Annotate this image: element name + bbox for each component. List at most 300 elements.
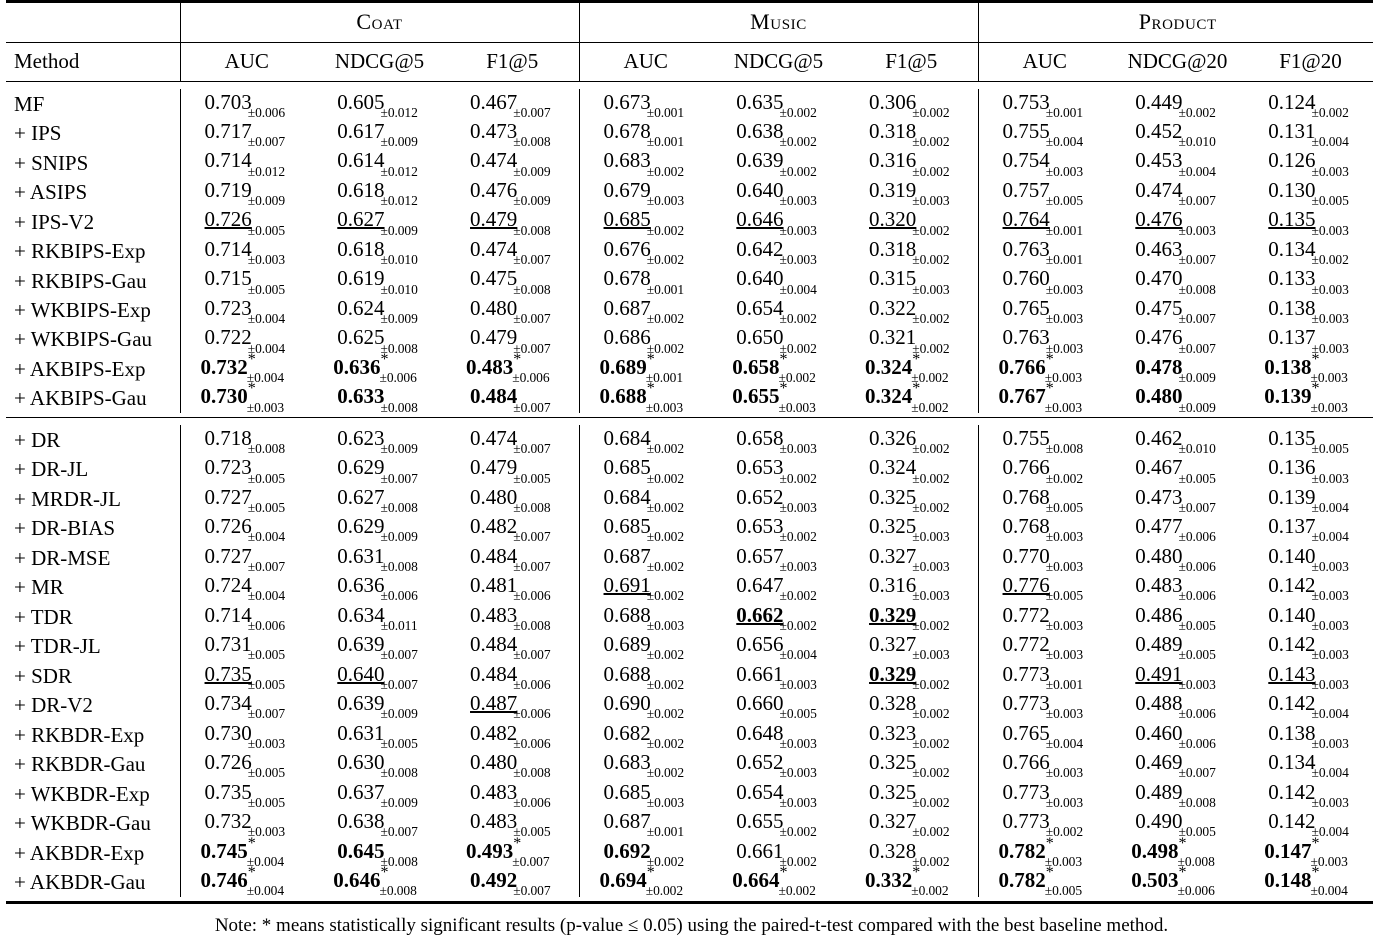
value-number: 0.676 xyxy=(603,236,651,261)
value-stddev: ±0.003 xyxy=(246,399,284,415)
metric-header-coat-f1at5: F1@5 xyxy=(486,49,539,73)
value-number: 0.143 xyxy=(1268,661,1316,686)
value-stddev: ±0.003 xyxy=(646,794,684,810)
significance-star: * xyxy=(1311,380,1320,398)
value-number: 0.306 xyxy=(869,89,917,114)
value-stddev: ±0.002 xyxy=(779,340,817,356)
value-number: 0.131 xyxy=(1268,118,1316,143)
result-cell xyxy=(845,295,978,327)
result-cell xyxy=(313,543,446,572)
value-number: 0.474 xyxy=(470,425,518,450)
value-number: 0.325 xyxy=(869,750,917,775)
value-number: 0.316 xyxy=(869,573,917,598)
result-cell xyxy=(712,148,845,177)
value-number: 0.689 xyxy=(599,354,647,379)
value-number: 0.731 xyxy=(204,632,252,657)
value-stddev: ±0.002 xyxy=(912,311,950,327)
value-stddev: ±0.002 xyxy=(646,647,684,663)
method-name: + SNIPS xyxy=(14,150,89,175)
method-column-header: Method xyxy=(14,49,80,73)
metric-value xyxy=(204,455,289,486)
result-cell xyxy=(978,89,1111,118)
metric-value xyxy=(1268,779,1352,810)
metric-value xyxy=(337,632,421,663)
value-stddev: ±0.002 xyxy=(912,706,950,722)
result-cell xyxy=(446,632,579,661)
value-stddev: ±0.008 xyxy=(513,617,551,633)
value-number: 0.319 xyxy=(869,177,917,202)
value-stddev: ±0.008 xyxy=(380,558,418,574)
value-number: 0.755 xyxy=(1002,118,1050,143)
value-number: 0.662 xyxy=(736,602,784,627)
metric-value xyxy=(736,148,820,179)
metric-value xyxy=(1268,236,1352,268)
value-stddev: ±0.007 xyxy=(380,824,418,840)
value-number: 0.727 xyxy=(204,543,252,568)
result-cell xyxy=(180,750,313,779)
value-stddev: ±0.005 xyxy=(247,765,285,781)
value-number: 0.324 xyxy=(865,354,913,379)
result-cell xyxy=(1244,455,1373,484)
value-number: 0.617 xyxy=(337,118,385,143)
result-cell xyxy=(180,350,313,386)
value-stddev: ±0.001 xyxy=(646,824,684,840)
value-number: 0.142 xyxy=(1268,691,1316,716)
result-cell xyxy=(712,425,845,457)
metric-value xyxy=(1135,543,1219,574)
value-stddev: ±0.004 xyxy=(779,647,817,663)
result-cell xyxy=(446,484,579,513)
metric-value xyxy=(869,632,953,663)
table-row xyxy=(6,543,1373,572)
metric-value xyxy=(603,325,688,356)
metric-value xyxy=(1135,177,1219,209)
metric-value xyxy=(603,602,688,633)
value-stddev: ±0.003 xyxy=(1310,370,1348,386)
metric-value xyxy=(869,295,953,327)
result-cell xyxy=(1111,384,1244,413)
value-number: 0.476 xyxy=(470,177,518,202)
value-stddev: ±0.002 xyxy=(646,163,684,179)
value-stddev: ±0.003 xyxy=(1311,340,1349,356)
metric-value xyxy=(1268,573,1352,604)
metric-value xyxy=(200,834,293,869)
value-number: 0.318 xyxy=(869,236,917,261)
value-number: 0.328 xyxy=(869,691,917,716)
metric-value xyxy=(337,455,421,486)
value-number: 0.489 xyxy=(1135,779,1183,804)
value-number: 0.685 xyxy=(603,514,651,539)
value-number: 0.722 xyxy=(204,325,252,350)
value-number: 0.772 xyxy=(1002,632,1050,657)
value-number: 0.685 xyxy=(603,779,651,804)
value-number: 0.634 xyxy=(337,602,385,627)
metric-value xyxy=(998,834,1091,869)
value-stddev: ±0.005 xyxy=(247,647,285,663)
value-number: 0.138 xyxy=(1264,354,1312,379)
value-stddev: ±0.003 xyxy=(1045,529,1083,545)
result-cell xyxy=(446,236,579,268)
value-stddev: ±0.002 xyxy=(646,588,684,604)
significance-star: * xyxy=(380,350,389,368)
value-number: 0.474 xyxy=(470,236,518,261)
metric-value xyxy=(1268,750,1352,781)
metric-value xyxy=(1135,266,1219,297)
result-cell xyxy=(446,118,579,150)
value-number: 0.627 xyxy=(337,484,385,509)
value-number: 0.640 xyxy=(736,266,784,291)
method-name: + RKBIPS-Exp xyxy=(14,239,146,264)
value-number: 0.664 xyxy=(732,868,780,893)
metric-value xyxy=(603,720,688,751)
value-stddev: ±0.003 xyxy=(1044,370,1082,386)
metric-value xyxy=(603,177,688,209)
result-cell xyxy=(1244,661,1373,690)
metric-value xyxy=(869,514,953,545)
metric-value xyxy=(1002,325,1087,356)
metric-value xyxy=(1131,864,1223,899)
value-stddev: ±0.006 xyxy=(247,617,285,633)
result-cell xyxy=(712,514,845,543)
significance-star: * xyxy=(646,864,655,882)
value-number: 0.726 xyxy=(204,514,252,539)
result-cell xyxy=(446,455,579,484)
value-number: 0.717 xyxy=(204,118,252,143)
block-spacer-0 xyxy=(6,82,1373,89)
metric-value xyxy=(337,543,421,574)
value-stddev: ±0.002 xyxy=(912,222,950,238)
result-cell xyxy=(579,266,712,295)
value-number: 0.140 xyxy=(1268,602,1316,627)
result-cell xyxy=(180,148,313,177)
spacer xyxy=(6,82,1373,89)
result-cell xyxy=(579,602,712,631)
results-table xyxy=(6,0,1373,941)
value-number: 0.479 xyxy=(470,207,518,232)
metric-value xyxy=(603,484,688,515)
result-cell xyxy=(446,384,579,413)
value-number: 0.734 xyxy=(204,691,252,716)
note-row xyxy=(6,904,1373,941)
value-number: 0.753 xyxy=(1002,89,1050,114)
result-cell xyxy=(446,834,579,869)
metric-value xyxy=(204,543,289,574)
value-number: 0.463 xyxy=(1135,236,1183,261)
value-number: 0.484 xyxy=(470,661,518,686)
value-stddev: ±0.003 xyxy=(912,529,950,545)
value-number: 0.770 xyxy=(1002,543,1050,568)
metric-value xyxy=(1135,455,1219,486)
dataset-group-header-music xyxy=(579,3,978,43)
metric-value xyxy=(1135,325,1219,356)
method-name: + WKBIPS-Gau xyxy=(14,327,153,352)
value-stddev: ±0.002 xyxy=(779,134,817,150)
value-number: 0.142 xyxy=(1268,573,1316,598)
table-row xyxy=(6,809,1373,838)
metric-value xyxy=(470,573,554,604)
result-cell xyxy=(978,236,1111,268)
metric-value xyxy=(1135,354,1219,386)
metric-value xyxy=(1268,325,1352,356)
value-stddev: ±0.004 xyxy=(247,311,285,327)
method-name: + DR-BIAS xyxy=(14,516,116,541)
metric-value xyxy=(1002,809,1087,840)
value-number: 0.768 xyxy=(1002,514,1050,539)
value-stddev: ±0.004 xyxy=(1045,735,1083,751)
result-cell xyxy=(446,779,579,808)
method-name: + DR xyxy=(14,427,61,452)
result-cell xyxy=(180,295,313,327)
value-number: 0.689 xyxy=(603,632,651,657)
metric-value xyxy=(869,838,953,869)
value-stddev: ±0.003 xyxy=(912,647,950,663)
significance-star: * xyxy=(1045,350,1054,368)
result-cell xyxy=(180,573,313,602)
value-number: 0.490 xyxy=(1135,809,1183,834)
value-number: 0.773 xyxy=(1002,809,1050,834)
value-number: 0.627 xyxy=(337,207,385,232)
value-stddev: ±0.002 xyxy=(779,163,817,179)
result-cell xyxy=(313,236,446,268)
result-cell xyxy=(446,750,579,779)
value-number: 0.763 xyxy=(1002,325,1050,350)
metric-value xyxy=(337,484,421,515)
value-number: 0.639 xyxy=(736,148,784,173)
result-cell xyxy=(446,573,579,602)
metric-value xyxy=(736,838,820,869)
value-stddev: ±0.005 xyxy=(1045,193,1083,209)
metric-value xyxy=(337,325,421,356)
metric-value xyxy=(470,325,554,356)
dataset-name-music: Music xyxy=(750,9,807,34)
value-number: 0.645 xyxy=(337,838,385,863)
value-stddev: ±0.002 xyxy=(779,311,817,327)
value-number: 0.773 xyxy=(1002,661,1050,686)
metric-value xyxy=(599,350,692,386)
value-stddev: ±0.006 xyxy=(1178,735,1216,751)
value-number: 0.653 xyxy=(736,514,784,539)
result-cell xyxy=(180,236,313,268)
metric-value xyxy=(470,779,554,810)
result-cell xyxy=(1111,750,1244,779)
result-cell xyxy=(313,325,446,354)
result-cell xyxy=(978,325,1111,354)
value-stddev: ±0.007 xyxy=(513,311,551,327)
metric-value xyxy=(865,350,957,386)
metric-value xyxy=(204,118,289,150)
metric-value xyxy=(200,350,293,386)
value-number: 0.766 xyxy=(998,354,1046,379)
value-number: 0.147 xyxy=(1264,838,1312,863)
metric-value xyxy=(603,661,688,692)
value-number: 0.493 xyxy=(466,838,514,863)
metric-value xyxy=(1135,779,1219,810)
value-number: 0.760 xyxy=(1002,266,1050,291)
method-name: + AKBIPS-Exp xyxy=(14,356,146,381)
result-cell xyxy=(446,720,579,749)
result-cell xyxy=(845,266,978,295)
result-cell xyxy=(446,325,579,354)
value-stddev: ±0.002 xyxy=(646,765,684,781)
metric-value xyxy=(869,484,953,515)
value-number: 0.470 xyxy=(1135,266,1183,291)
value-stddev: ±0.003 xyxy=(1044,399,1082,415)
value-stddev: ±0.007 xyxy=(247,558,285,574)
value-stddev: ±0.005 xyxy=(1045,499,1083,515)
value-number: 0.130 xyxy=(1268,177,1316,202)
result-cell xyxy=(180,632,313,661)
value-stddev: ±0.002 xyxy=(912,134,950,150)
value-stddev: ±0.004 xyxy=(1311,499,1349,515)
value-number: 0.327 xyxy=(869,632,917,657)
metric-value xyxy=(337,809,421,840)
metric-value xyxy=(1268,809,1352,840)
value-stddev: ±0.007 xyxy=(1178,311,1216,327)
result-cell xyxy=(579,864,712,899)
value-stddev: ±0.006 xyxy=(380,588,418,604)
metric-value xyxy=(732,350,824,386)
value-stddev: ±0.006 xyxy=(1178,529,1216,545)
value-number: 0.469 xyxy=(1135,750,1183,775)
metric-value xyxy=(869,325,953,356)
value-stddev: ±0.007 xyxy=(513,399,551,415)
metric-value xyxy=(1135,236,1219,268)
result-cell xyxy=(446,425,579,457)
result-cell xyxy=(1111,455,1244,484)
result-cell xyxy=(712,207,845,236)
result-cell xyxy=(978,118,1111,150)
significance-star: * xyxy=(1045,380,1054,398)
value-number: 0.658 xyxy=(732,354,780,379)
metric-value xyxy=(869,236,953,268)
value-number: 0.650 xyxy=(736,325,784,350)
result-cell xyxy=(1244,809,1373,838)
value-number: 0.484 xyxy=(470,543,518,568)
metric-value xyxy=(1002,118,1087,150)
value-number: 0.486 xyxy=(1135,602,1183,627)
value-number: 0.754 xyxy=(1002,148,1050,173)
value-stddev: ±0.003 xyxy=(1045,558,1083,574)
result-cell xyxy=(712,325,845,354)
value-stddev: ±0.004 xyxy=(246,853,284,869)
significance-star: * xyxy=(779,864,788,882)
metric-value xyxy=(1002,573,1087,604)
value-number: 0.135 xyxy=(1268,207,1316,232)
value-number: 0.618 xyxy=(337,177,385,202)
value-stddev: ±0.003 xyxy=(646,617,684,633)
value-stddev: ±0.008 xyxy=(513,281,551,297)
value-stddev: ±0.012 xyxy=(380,193,418,209)
metric-value xyxy=(470,384,554,415)
value-stddev: ±0.005 xyxy=(1178,617,1216,633)
value-number: 0.635 xyxy=(736,89,784,114)
value-stddev: ±0.002 xyxy=(779,824,817,840)
value-stddev: ±0.002 xyxy=(646,676,684,692)
value-number: 0.324 xyxy=(869,455,917,480)
significance-star: * xyxy=(912,380,921,398)
value-number: 0.487 xyxy=(470,691,518,716)
metric-value xyxy=(1002,720,1087,751)
result-cell xyxy=(313,632,446,661)
metric-value xyxy=(865,380,957,415)
value-stddev: ±0.010 xyxy=(1178,441,1216,457)
result-cell xyxy=(845,632,978,661)
value-stddev: ±0.008 xyxy=(513,765,551,781)
result-cell xyxy=(1111,89,1244,118)
result-cell xyxy=(845,809,978,838)
value-stddev: ±0.003 xyxy=(1045,163,1083,179)
result-cell xyxy=(180,691,313,720)
metric-value xyxy=(470,236,554,268)
value-stddev: ±0.011 xyxy=(380,617,418,633)
value-number: 0.623 xyxy=(337,425,385,450)
result-cell xyxy=(978,514,1111,543)
result-cell xyxy=(1111,266,1244,295)
value-stddev: ±0.006 xyxy=(1178,588,1216,604)
result-cell xyxy=(1244,177,1373,209)
result-cell xyxy=(313,864,446,899)
value-number: 0.763 xyxy=(1002,236,1050,261)
value-stddev: ±0.009 xyxy=(1178,370,1216,386)
value-stddev: ±0.002 xyxy=(645,883,683,899)
value-stddev: ±0.003 xyxy=(1178,222,1216,238)
value-number: 0.329 xyxy=(869,661,917,686)
value-number: 0.467 xyxy=(1135,455,1183,480)
result-cell xyxy=(978,602,1111,631)
result-cell xyxy=(845,691,978,720)
result-cell xyxy=(1244,295,1373,327)
metric-value xyxy=(1002,484,1087,515)
method-name: + DR-V2 xyxy=(14,693,93,718)
method-name: + TDR xyxy=(14,604,73,629)
metric-value xyxy=(337,425,421,457)
value-number: 0.135 xyxy=(1268,425,1316,450)
value-stddev: ±0.007 xyxy=(513,529,551,545)
result-cell xyxy=(313,809,446,838)
method-name: + MR xyxy=(14,575,64,600)
result-cell xyxy=(446,89,579,118)
result-cell xyxy=(845,148,978,177)
result-cell xyxy=(180,514,313,543)
metric-value xyxy=(1002,750,1087,781)
metric-value xyxy=(204,809,289,840)
value-number: 0.714 xyxy=(204,602,252,627)
table-row xyxy=(6,148,1373,177)
result-cell xyxy=(845,236,978,268)
result-cell xyxy=(1244,236,1373,268)
metric-value xyxy=(603,838,688,869)
value-number: 0.324 xyxy=(865,384,913,409)
value-number: 0.726 xyxy=(204,750,252,775)
result-cell xyxy=(313,177,446,209)
metric-value xyxy=(1268,148,1352,179)
value-number: 0.732 xyxy=(200,354,248,379)
value-stddev: ±0.006 xyxy=(1177,883,1215,899)
value-number: 0.782 xyxy=(998,868,1046,893)
value-number: 0.764 xyxy=(1002,207,1050,232)
metric-value xyxy=(603,236,688,268)
value-stddev: ±0.006 xyxy=(379,370,417,386)
value-stddev: ±0.005 xyxy=(247,499,285,515)
value-stddev: ±0.003 xyxy=(912,588,950,604)
value-stddev: ±0.009 xyxy=(380,529,418,545)
value-stddev: ±0.008 xyxy=(513,222,551,238)
result-cell xyxy=(1244,325,1373,354)
result-cell xyxy=(978,380,1111,415)
value-number: 0.692 xyxy=(603,838,651,863)
value-number: 0.735 xyxy=(204,779,252,804)
result-cell xyxy=(978,779,1111,808)
